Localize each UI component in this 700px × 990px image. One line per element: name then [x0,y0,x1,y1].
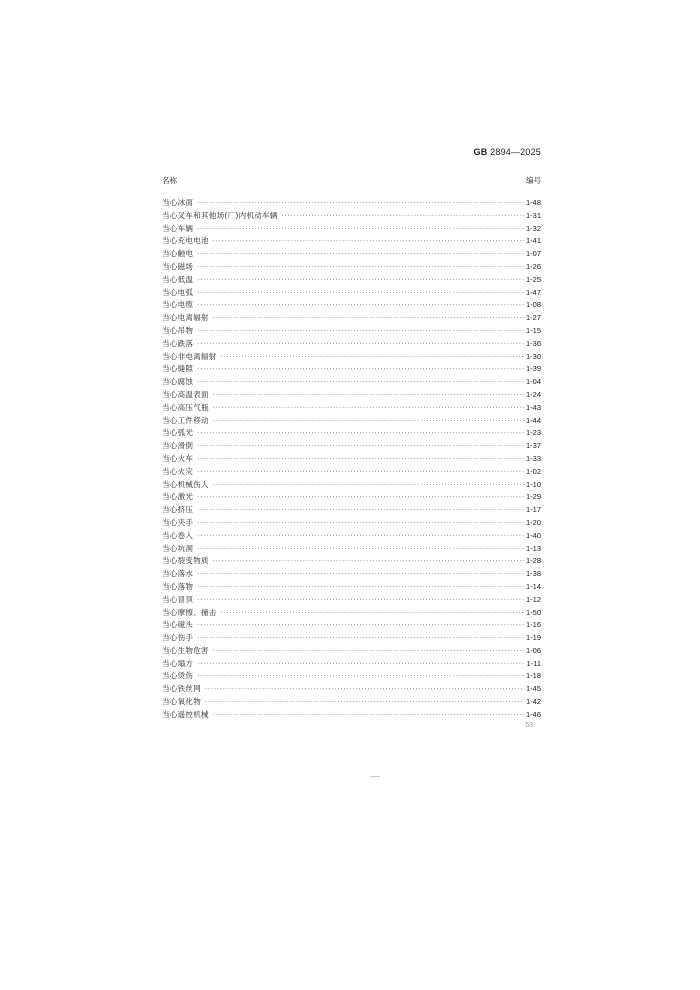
entry-code: 1-11 [526,658,541,668]
dot-leader [197,262,524,275]
dot-leader [197,595,524,608]
list-item [162,594,541,607]
entry-name: 当心缝隙 [162,364,194,374]
entry-name: 当心落物 [162,581,194,591]
entry-code: 1-30 [525,351,541,361]
entry-code: 1-17 [525,505,541,515]
dot-leader [221,352,524,365]
entry-name: 当心烫伤 [162,671,194,681]
list-item [162,709,541,722]
dot-leader [213,236,524,249]
dot-leader [197,288,524,301]
page-number: 53 [525,722,533,729]
dot-leader [197,492,524,505]
entry-code: 1-15 [525,325,541,335]
dot-leader [197,467,524,480]
entry-code: 1-23 [525,428,541,438]
entry-code: 1-14 [525,581,541,591]
entry-code: 1-50 [525,607,541,617]
list-item [162,427,541,440]
entry-code: 1-38 [525,569,541,579]
dot-leader [197,428,524,441]
entry-code: 1-43 [525,402,541,412]
dot-leader [213,390,524,403]
list-item [162,645,541,658]
entry-name: 当心夹手 [162,517,194,527]
entry-name: 当心生物危害 [162,645,209,655]
entry-name: 当心机械伤人 [162,479,209,489]
list-item [162,479,541,492]
list-item [162,389,541,402]
dot-leader [197,454,524,467]
dot-leader [197,339,524,352]
dot-leader [213,646,524,659]
entry-code: 1-28 [525,556,541,566]
entry-name: 当心磁场 [162,261,194,271]
entry-name: 当心裂变物质 [162,556,209,566]
dot-leader [197,633,524,646]
entry-code: 1-25 [525,274,541,284]
entry-name: 当心电离辐射 [162,313,209,323]
entry-code: 1-32 [525,223,541,233]
dot-leader [197,569,524,582]
list-item [162,235,541,248]
dot-leader [197,224,524,237]
list-item [162,210,541,223]
dot-leader [205,697,524,710]
list-item [162,402,541,415]
dot-leader [197,531,524,544]
entry-name: 当心冒顶 [162,594,194,604]
standard-number: 2894—2025 [490,147,541,157]
entry-name: 当心吊物 [162,325,194,335]
entry-name: 当心遥控机械 [162,709,209,719]
entry-code: 1-27 [525,313,541,323]
entry-name: 当心伤手 [162,633,194,643]
entry-name: 当心氧化物 [162,697,201,707]
dot-leader [197,659,524,672]
dot-leader [213,480,524,493]
dot-leader [197,671,524,684]
dot-leader [197,300,524,313]
dot-leader [197,326,524,339]
list-item [162,287,541,300]
list-item [162,261,541,274]
index-list [162,197,541,722]
entry-code: 1-08 [525,300,541,310]
entry-code: 1-36 [525,338,541,348]
dot-leader [197,441,524,454]
list-item [162,491,541,504]
entry-name: 当心电弧 [162,287,194,297]
dot-leader [197,505,524,518]
entry-code: 1-47 [525,287,541,297]
dot-leader [197,275,524,288]
list-item [162,466,541,479]
entry-name: 当心高温表面 [162,389,209,399]
column-header-name: 名称 [162,176,177,185]
list-item [162,363,541,376]
dot-leader [205,684,524,697]
list-item [162,453,541,466]
list-item [162,376,541,389]
entry-code: 1-46 [525,709,541,719]
list-item [162,581,541,594]
entry-name: 当心电缆 [162,300,194,310]
entry-name: 当心铁丝网 [162,684,201,694]
list-item [162,312,541,325]
entry-code: 1-26 [525,261,541,271]
dot-leader [213,556,524,569]
list-item [162,338,541,351]
list-item [162,543,541,556]
entry-name: 当心叉车和其他场(厂)内机动车辆 [162,210,278,220]
entry-name: 当心激光 [162,492,194,502]
entry-code: 1-18 [525,671,541,681]
entry-name: 当心塌方 [162,658,194,668]
entry-name: 当心摩擦、撞击 [162,607,217,617]
entry-code: 1-45 [525,684,541,694]
entry-code: 1-07 [525,249,541,259]
entry-code: 1-04 [525,377,541,387]
dot-leader [213,403,524,416]
entry-name: 当心落水 [162,569,194,579]
entry-name: 当心非电离辐射 [162,351,217,361]
list-item [162,274,541,287]
entry-code: 1-02 [525,466,541,476]
list-item [162,440,541,453]
entry-name: 当心碰头 [162,620,194,630]
list-item [162,415,541,428]
entry-name: 当心滑倒 [162,441,194,451]
entry-code: 1-24 [525,389,541,399]
entry-code: 1-33 [525,453,541,463]
list-item [162,696,541,709]
list-item [162,351,541,364]
dot-leader [213,313,524,326]
entry-name: 当心车辆 [162,223,194,233]
entry-code: 1-40 [525,530,541,540]
dot-leader [197,249,524,262]
dot-leader [197,518,524,531]
entry-code: 1-41 [525,236,541,246]
list-item [162,530,541,543]
dot-leader [197,364,524,377]
entry-code: 1-13 [525,543,541,553]
dot-leader [213,710,524,723]
entry-name: 当心跌落 [162,338,194,348]
dot-leader [197,582,524,595]
list-item [162,504,541,517]
list-item [162,683,541,696]
list-item [162,607,541,620]
entry-code: 1-39 [525,364,541,374]
dot-leader [221,608,524,621]
list-item [162,670,541,683]
list-item [162,619,541,632]
entry-code: 1-06 [525,645,541,655]
entry-code: 1-10 [525,479,541,489]
entry-code: 1-48 [525,198,541,207]
entry-name: 当心弧光 [162,428,194,438]
entry-name: 当心火车 [162,453,194,463]
list-item [162,223,541,236]
entry-name: 当心卷入 [162,530,194,540]
entry-code: 1-16 [525,620,541,630]
dot-leader [213,416,524,429]
column-header-row [162,175,541,186]
entry-name: 当心充电电池 [162,236,209,246]
entry-name: 当心挤压 [162,505,194,515]
entry-name: 当心坑洞 [162,543,194,553]
list-item [162,568,541,581]
entry-name: 当心冰面 [162,198,194,207]
entry-name: 当心火灾 [162,466,194,476]
list-item [162,299,541,312]
entry-code: 1-19 [525,633,541,643]
entry-code: 1-44 [525,415,541,425]
list-item [162,632,541,645]
list-item [162,555,541,568]
entry-name: 当心低温 [162,274,194,284]
entry-code: 1-12 [525,594,541,604]
page-separator [370,776,380,777]
list-item [162,197,541,210]
entry-name: 当心工件移动 [162,415,209,425]
list-item [162,517,541,530]
list-item [162,248,541,261]
entry-code: 1-37 [525,441,541,451]
entry-name: 当心高压气瓶 [162,402,209,412]
standard-code [0,147,541,157]
entry-name: 当心触电 [162,249,194,259]
list-item [162,658,541,671]
entry-name: 当心腐蚀 [162,377,194,387]
entry-code: 1-31 [525,210,541,220]
entry-code: 1-42 [525,697,541,707]
dot-leader [197,620,524,633]
entry-code: 1-29 [525,492,541,502]
entry-code: 1-20 [525,517,541,527]
dot-leader [197,544,524,557]
dot-leader [197,377,524,390]
list-item [162,325,541,338]
column-header-code: 编号 [526,176,541,185]
standard-prefix: GB [473,147,488,157]
dot-leader [282,211,524,224]
